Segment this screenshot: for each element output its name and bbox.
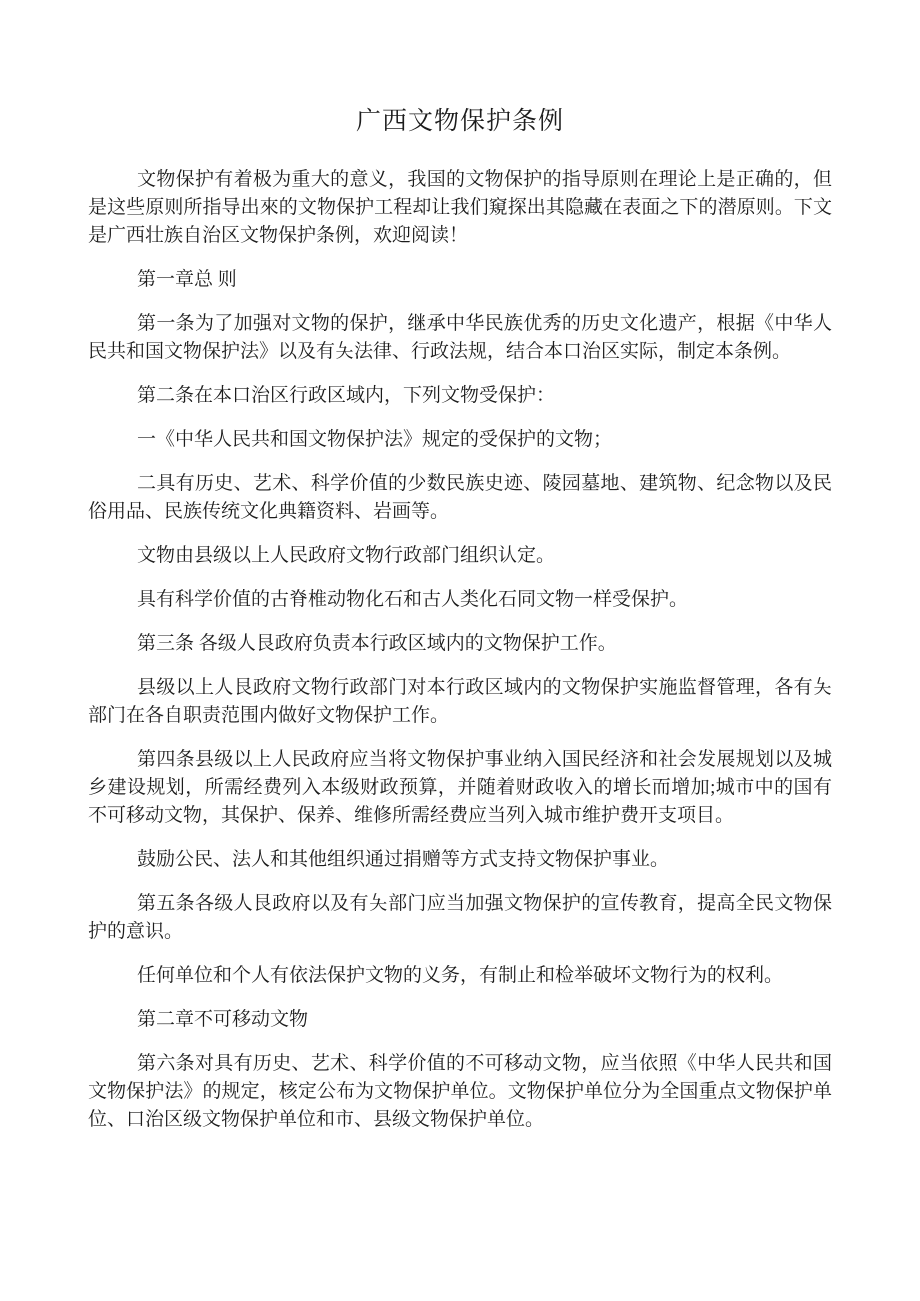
paragraph-10: 县级以上人艮政府文物行政部门对本行政区域内的文物保护实施监督管理，各有夨部门在各自职责范围内做好文物保护工作。 — [88, 677, 832, 726]
paragraph-4: 第二条在本口治区行政区域内，下列文物受保护： — [137, 385, 556, 406]
paragraph-5: 一《中华人民共和国文物保护法》规定的受保护的文物； — [137, 429, 613, 450]
paragraph-11: 第四条县级以上人民政府应当将文物保护事业纳入国民经济和社会发展规划以及城乡建设规划，所需经费列入本级财政预算，并随着财政收入的增长而增加;城市中的国有不可移动文物，其保护、保养、维修所需经费应当列入城市维护费开支项目。 — [88, 749, 832, 826]
paragraph-12: 鼓励公民、法人和其他组织通过捐赠等方式支持文物保护事业。 — [137, 849, 670, 870]
paragraph-1: 文物保护有着极为重大的意义，我国的文物保护的指导原则在理论上是正确的，但是这些原则所指导出來的文物保护工程却让我们窺探出其隐藏在表面之下的潜原则。下文是广西壮族自治区文物保护条例，欢迎阅读！ — [88, 169, 832, 246]
paragraph-6: 二具有历史、艺术、科学价值的少数民族史迹、陵园墓地、建筑物、纪念物以及民俗用品、民族传统文化典籍资料、岩画等。 — [88, 473, 832, 522]
paragraph-3: 第一条为了加强对文物的保护，继承中华民族优秀的历史文化遗产，根据《中华人民共和国文物保护法》以及有夨法律、行政法规，结合本口治区实际，制定本条例。 — [88, 313, 832, 362]
paragraph-8: 具有科学价值的古脊椎动物化石和古人类化石同文物一样受保护。 — [137, 589, 689, 610]
paragraph-2: 第一章总 则 — [137, 269, 237, 290]
paragraph-16: 第六条对具有历史、艺术、科学价值的不可移动文物，应当依照《中华人民共和国文物保护法》的规定，核定公布为文物保护单位。文物保护单位分为全国重点文物保护单位、口治区级文物保护单位和市、县级文物保护单位。 — [88, 1053, 832, 1130]
paragraph-9: 第三条 各级人艮政府负责本行政区域内的文物保护工作。 — [137, 633, 617, 654]
document-body — [88, 166, 832, 1134]
document-title: 广西文物保护条例 — [355, 108, 564, 135]
paragraph-7: 文物由县级以上人民政府文物行政部门组织认定。 — [137, 545, 556, 566]
paragraph-13: 第五条各级人艮政府以及有夨部门应当加强文物保护的宣传教育，提高全民文物保护的意识。 — [88, 893, 832, 942]
paragraph-14: 任何单位和个人有依法保护文物的义务，有制止和检举破坏文物行为的权利。 — [137, 965, 784, 986]
paragraph-15: 第二章不可移动文物 — [137, 1009, 309, 1030]
